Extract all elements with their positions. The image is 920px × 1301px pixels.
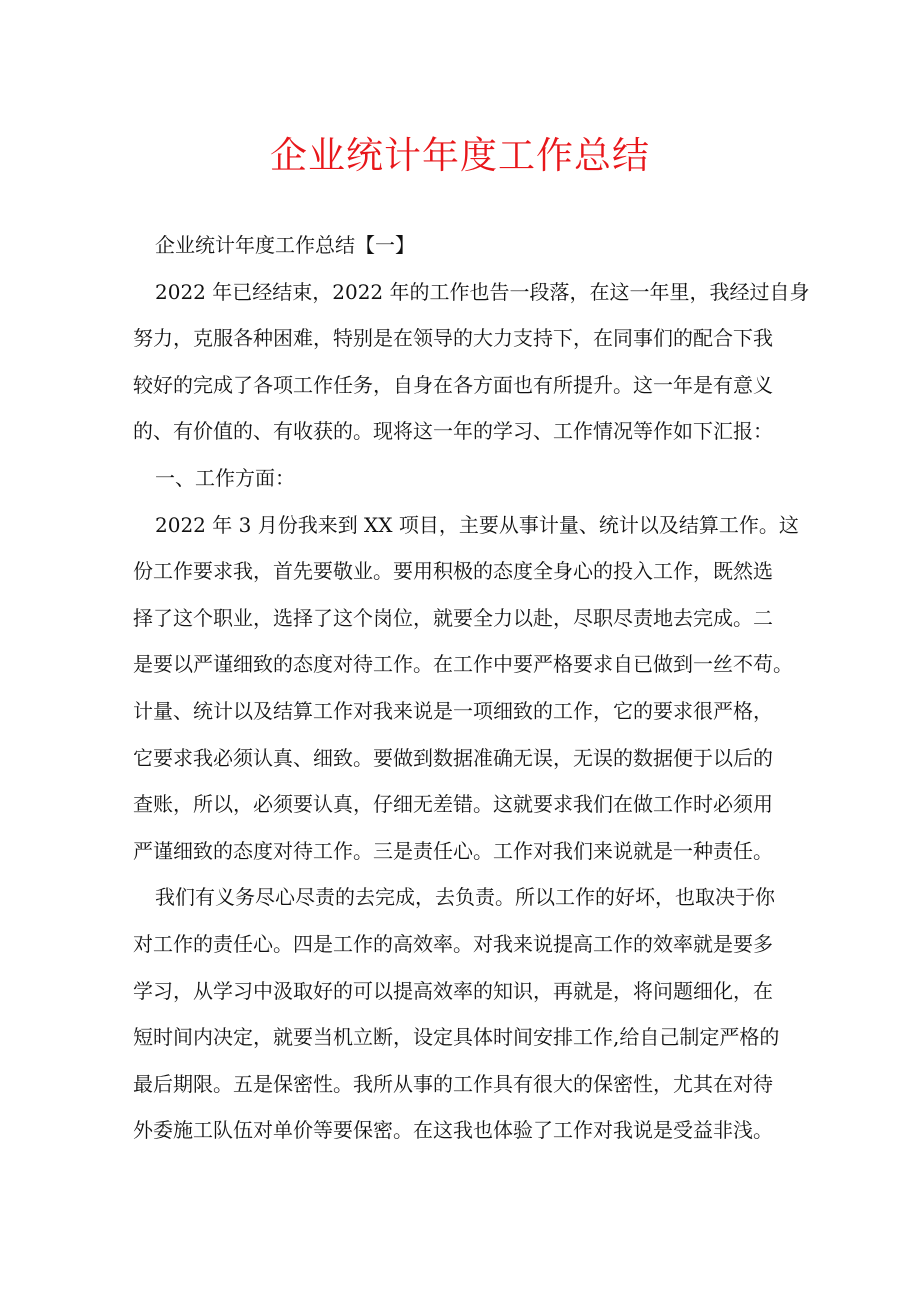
paragraph-3-line: 对工作的责任心。四是工作的高效率。对我来说提高工作的效率就是要多 bbox=[133, 931, 773, 956]
paragraph-1-line: 2022 年已经结束，2022 年的工作也告一段落，在这一年里，我经过自身 bbox=[155, 279, 810, 304]
paragraph-2-line: 2022 年 3 月份我来到 XX 项目，主要从事计量、统计以及结算工作。这 bbox=[155, 512, 799, 537]
paragraph-1 bbox=[133, 269, 810, 455]
paragraph-2-line: 计量、统计以及结算工作对我来说是一项细致的工作，它的要求很严格， bbox=[133, 698, 773, 723]
document-title: 企业统计年度工作总结 bbox=[270, 134, 650, 177]
paragraph-2-line: 择了这个职业，选择了这个岗位，就要全力以赴，尽职尽责地去完成。二 bbox=[133, 605, 773, 630]
document-body bbox=[133, 222, 810, 1154]
section-heading bbox=[133, 222, 793, 269]
paragraph-2 bbox=[133, 502, 799, 875]
paragraph-2-line: 查账，所以，必须要认真，仔细无差错。这就要求我们在做工作时必须用 bbox=[133, 792, 773, 817]
paragraph-3-line: 最后期限。五是保密性。我所从事的工作具有很大的保密性，尤其在对待 bbox=[133, 1071, 773, 1096]
paragraph-1-line: 较好的完成了各项工作任务，自身在各方面也有所提升。这一年是有意义 bbox=[133, 372, 773, 397]
paragraph-3-line: 我们有义务尽心尽责的去完成，去负责。所以工作的好坏，也取决于你 bbox=[155, 885, 775, 910]
paragraph-1-line: 的、有价值的、有收获的。现将这一年的学习、工作情况等作如下汇报： bbox=[133, 419, 773, 444]
subheading-work-text: 一、工作方面： bbox=[155, 465, 295, 490]
paragraph-2-line: 是要以严谨细致的态度对待工作。在工作中要严格要求自已做到一丝不苟。 bbox=[133, 652, 793, 677]
subheading-work bbox=[133, 455, 793, 502]
paragraph-2-line: 它要求我必须认真、细致。要做到数据准确无误，无误的数据便于以后的 bbox=[133, 745, 773, 770]
paragraph-3-line: 短时间内决定，就要当机立断，设定具体时间安排工作,给自己制定严格的 bbox=[133, 1025, 780, 1050]
paragraph-1-line: 努力，克服各种困难，特别是在领导的大力支持下，在同事们的配合下我 bbox=[133, 326, 773, 351]
section-heading-text: 企业统计年度工作总结【一】 bbox=[155, 233, 415, 257]
paragraph-3 bbox=[133, 874, 793, 1154]
paragraph-2-line: 严谨细致的态度对待工作。三是责任心。工作对我们来说就是一种责任。 bbox=[133, 838, 773, 863]
paragraph-3-line: 学习，从学习中汲取好的可以提高效率的知识，再就是，将问题细化，在 bbox=[133, 978, 773, 1003]
paragraph-2-line: 份工作要求我，首先要敬业。要用积极的态度全身心的投入工作，既然选 bbox=[133, 559, 773, 584]
paragraph-3-line: 外委施工队伍对单价等要保密。在这我也体验了工作对我说是受益非浅。 bbox=[133, 1118, 773, 1143]
